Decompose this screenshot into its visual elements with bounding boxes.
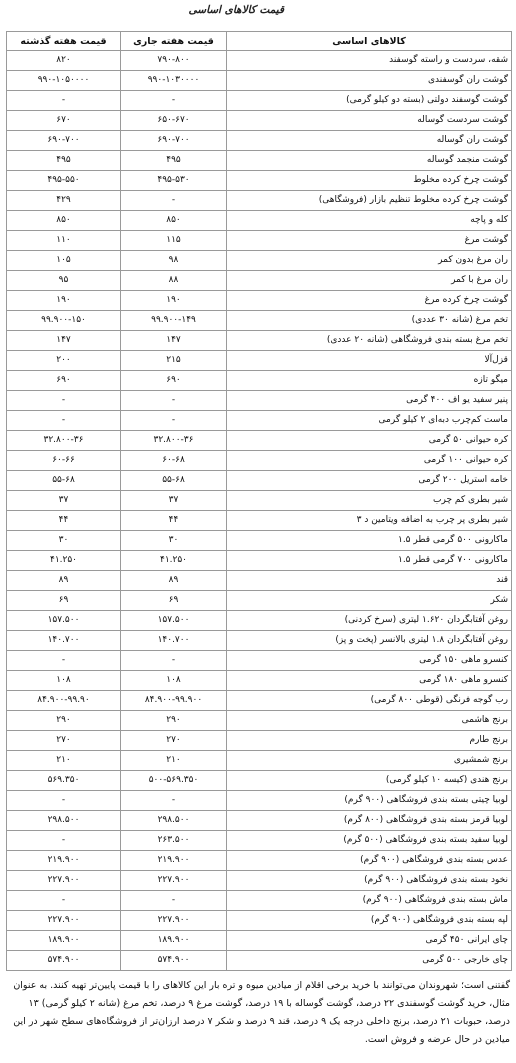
cell-current-price: - <box>121 391 227 411</box>
cell-item-name: گوشت سردست گوساله <box>227 111 512 131</box>
table-row <box>7 71 512 91</box>
table-row <box>7 51 512 71</box>
cell-previous-price: ۲۷۰ <box>7 731 121 751</box>
cell-item-name: کره حیوانی ۵۰ گرمی <box>227 431 512 451</box>
cell-current-price: ۴۹۵ <box>121 151 227 171</box>
table-row <box>7 391 512 411</box>
cell-item-name: تخم مرغ (شانه ۳۰ عددی) <box>227 311 512 331</box>
cell-previous-price: ۴۹۵ <box>7 151 121 171</box>
cell-item-name: گوشت مرغ <box>227 231 512 251</box>
cell-item-name: کنسرو ماهی ۱۸۰ گرمی <box>227 671 512 691</box>
cell-previous-price: ۱۹۰ <box>7 291 121 311</box>
cell-current-price: ۵۷۴.۹۰۰ <box>121 951 227 971</box>
cell-item-name: گوشت گوسفند دولتی (بسته دو کیلو گرمی) <box>227 91 512 111</box>
table-row <box>7 171 512 191</box>
cell-previous-price: - <box>7 91 121 111</box>
cell-item-name: برنج هندی (کیسه ۱۰ کیلو گرمی) <box>227 771 512 791</box>
cell-item-name: ران مرغ بدون کمر <box>227 251 512 271</box>
cell-current-price: ۴۴ <box>121 511 227 531</box>
table-row <box>7 691 512 711</box>
table-row <box>7 711 512 731</box>
cell-previous-price: ۲۱۹.۹۰۰ <box>7 851 121 871</box>
cell-item-name: قزل‌آلا <box>227 351 512 371</box>
table-row <box>7 551 512 571</box>
cell-current-price: ۶۰-۶۸ <box>121 451 227 471</box>
table-row <box>7 451 512 471</box>
table-row <box>7 831 512 851</box>
table-row <box>7 431 512 451</box>
cell-item-name: برنج هاشمی <box>227 711 512 731</box>
table-row <box>7 131 512 151</box>
cell-item-name: لوبیا سفید بسته بندی فروشگاهی (۵۰۰ گرم) <box>227 831 512 851</box>
cell-previous-price: ۱۱۰ <box>7 231 121 251</box>
cell-item-name: گوشت منجمد گوساله <box>227 151 512 171</box>
cell-current-price: ۲۱۵ <box>121 351 227 371</box>
table-row <box>7 611 512 631</box>
table-row <box>7 651 512 671</box>
cell-previous-price: ۹۹.۹۰۰-۱۵۰ <box>7 311 121 331</box>
cell-current-price: ۹۹.۹۰۰-۱۴۹ <box>121 311 227 331</box>
cell-item-name: شیر بطری پر چرب به اضافه ویتامین د ۳ <box>227 511 512 531</box>
cell-current-price: ۲۲۷.۹۰۰ <box>121 911 227 931</box>
cell-item-name: ماست کم‌چرب دبه‌ای ۲ کیلو گرمی <box>227 411 512 431</box>
cell-previous-price: ۱۰۸ <box>7 671 121 691</box>
cell-item-name: گوشت ران گوسفندی <box>227 71 512 91</box>
table-row <box>7 211 512 231</box>
table-row <box>7 231 512 251</box>
table-row <box>7 531 512 551</box>
cell-previous-price: ۴۲۹ <box>7 191 121 211</box>
cell-previous-price: ۲۱۰ <box>7 751 121 771</box>
table-row <box>7 351 512 371</box>
cell-current-price: - <box>121 191 227 211</box>
table-row <box>7 771 512 791</box>
table-row <box>7 731 512 751</box>
cell-previous-price: ۲۹۰ <box>7 711 121 731</box>
cell-previous-price: ۴۹۵-۵۵۰ <box>7 171 121 191</box>
cell-item-name: رب گوجه فرنگی (قوطی ۸۰۰ گرمی) <box>227 691 512 711</box>
cell-previous-price: ۸۴.۹۰۰-۹۹.۹۰ <box>7 691 121 711</box>
cell-item-name: شکر <box>227 591 512 611</box>
cell-previous-price: ۵۵-۶۸ <box>7 471 121 491</box>
cell-item-name: پنیر سفید یو اف ۴۰۰ گرمی <box>227 391 512 411</box>
cell-item-name: لوبیا قرمز بسته بندی فروشگاهی (۸۰۰ گرم) <box>227 811 512 831</box>
cell-current-price: ۲۹۸.۵۰۰ <box>121 811 227 831</box>
table-row <box>7 491 512 511</box>
cell-item-name: کره حیوانی ۱۰۰ گرمی <box>227 451 512 471</box>
cell-previous-price: ۱۸۹.۹۰۰ <box>7 931 121 951</box>
cell-current-price: ۲۲۷.۹۰۰ <box>121 871 227 891</box>
page-title: قیمت کالاهای اساسی <box>188 4 284 16</box>
table-row <box>7 91 512 111</box>
cell-current-price: ۳۷ <box>121 491 227 511</box>
cell-item-name: تخم مرغ بسته بندی فروشگاهی (شانه ۲۰ عددی) <box>227 331 512 351</box>
cell-previous-price: ۱۰۵ <box>7 251 121 271</box>
cell-item-name: شیر بطری کم چرب <box>227 491 512 511</box>
cell-previous-price: ۱۴۷ <box>7 331 121 351</box>
cell-item-name: لوبیا چیتی بسته بندی فروشگاهی (۹۰۰ گرم) <box>227 791 512 811</box>
cell-current-price: ۹۸ <box>121 251 227 271</box>
header-name: کالاهای اساسی <box>227 32 512 51</box>
cell-previous-price: - <box>7 891 121 911</box>
cell-current-price: - <box>121 411 227 431</box>
cell-item-name: عدس بسته بندی فروشگاهی (۹۰۰ گرم) <box>227 851 512 871</box>
cell-current-price: ۵۰۰-۵۶۹.۳۵۰ <box>121 771 227 791</box>
cell-current-price: ۱۸۹.۹۰۰ <box>121 931 227 951</box>
table-row <box>7 951 512 971</box>
cell-current-price: ۸۴.۹۰۰-۹۹.۹۰۰ <box>121 691 227 711</box>
header-previous-week: قیمت هفته گذشته <box>7 32 121 51</box>
cell-item-name: کله و پاچه <box>227 211 512 231</box>
cell-current-price: - <box>121 651 227 671</box>
table-header-row <box>7 32 512 51</box>
table-row <box>7 111 512 131</box>
table-row <box>7 671 512 691</box>
cell-previous-price: ۳۲.۸۰۰-۳۶ <box>7 431 121 451</box>
cell-current-price: ۱۹۰ <box>121 291 227 311</box>
cell-current-price: ۸۸ <box>121 271 227 291</box>
cell-current-price: - <box>121 891 227 911</box>
cell-previous-price: ۳۷ <box>7 491 121 511</box>
table-row <box>7 151 512 171</box>
cell-previous-price: ۴۴ <box>7 511 121 531</box>
table-row <box>7 331 512 351</box>
table-row <box>7 191 512 211</box>
cell-current-price: ۱۴۷ <box>121 331 227 351</box>
cell-previous-price: ۴۱.۲۵۰ <box>7 551 121 571</box>
cell-current-price: ۸۵۰ <box>121 211 227 231</box>
cell-item-name: چای ایرانی ۴۵۰ گرمی <box>227 931 512 951</box>
cell-previous-price: ۶۰-۶۶ <box>7 451 121 471</box>
cell-item-name: روغن آفتابگردان ۱.۶۲۰ لیتری (سرخ کردنی) <box>227 611 512 631</box>
cell-previous-price: - <box>7 411 121 431</box>
cell-previous-price: - <box>7 651 121 671</box>
cell-previous-price: ۲۰۰ <box>7 351 121 371</box>
cell-previous-price: ۲۹۸.۵۰۰ <box>7 811 121 831</box>
cell-item-name: نخود بسته بندی فروشگاهی (۹۰۰ گرم) <box>227 871 512 891</box>
cell-previous-price: ۹۹۰-۱۰۵۰۰۰۰ <box>7 71 121 91</box>
cell-current-price: ۳۰ <box>121 531 227 551</box>
cell-current-price: - <box>121 91 227 111</box>
cell-current-price: ۲۱۹.۹۰۰ <box>121 851 227 871</box>
cell-current-price: ۲۶۳.۵۰۰ <box>121 831 227 851</box>
cell-previous-price: - <box>7 391 121 411</box>
table-row <box>7 591 512 611</box>
cell-current-price: ۱۴۰.۷۰۰ <box>121 631 227 651</box>
table-row <box>7 751 512 771</box>
cell-previous-price: ۸۹ <box>7 571 121 591</box>
cell-item-name: گوشت چرخ کرده مخلوط <box>227 171 512 191</box>
prices-table <box>6 31 512 971</box>
cell-item-name: قند <box>227 571 512 591</box>
cell-previous-price: ۸۲۰ <box>7 51 121 71</box>
cell-item-name: برنج شمشیری <box>227 751 512 771</box>
cell-current-price: ۱۱۵ <box>121 231 227 251</box>
table-row <box>7 631 512 651</box>
table-row <box>7 811 512 831</box>
header-current-week: قیمت هفته جاری <box>121 32 227 51</box>
cell-current-price: ۹۹۰-۱۰۳۰۰۰۰ <box>121 71 227 91</box>
cell-previous-price: ۵۶۹.۳۵۰ <box>7 771 121 791</box>
cell-item-name: گوشت چرخ کرده مرغ <box>227 291 512 311</box>
cell-previous-price: - <box>7 791 121 811</box>
cell-current-price: ۶۹۰-۷۰۰ <box>121 131 227 151</box>
cell-item-name: ران مرغ با کمر <box>227 271 512 291</box>
cell-current-price: ۷۹۰-۸۰۰ <box>121 51 227 71</box>
footnote: گفتنی است؛ شهروندان می‌توانند با خرید برخی اقلام از میادین میوه و تره بار این کالاهای را با قیمت پایین‌تر تهیه کنند. به عنوان مثال، خرید گوشت گوسفندی ۲۲ درصد، گوشت گوساله با ۱۹ درصد، گوشت مرغ ۹ درصد، تخم مرغ (شانه ۲ کیلو گرمی) ۱۳ درصد، حبوبات ۲۱ درصد، برنج داخلی درجه یک ۹ درصد، قند ۹ درصد و شکر ۷ درصد ارزان‌تر از فروشگاه‌های سطح شهر در این میادین در حال عرضه و فروش است. <box>13 980 510 1045</box>
cell-item-name: ماش بسته بندی فروشگاهی (۹۰۰ گرم) <box>227 891 512 911</box>
cell-previous-price: ۶۹۰ <box>7 371 121 391</box>
cell-item-name: روغن آفتابگردان ۱.۸ لیتری بالانسر (پخت و پز) <box>227 631 512 651</box>
cell-current-price: ۴۱.۲۵۰ <box>121 551 227 571</box>
table-row <box>7 411 512 431</box>
table-row <box>7 311 512 331</box>
table-row <box>7 271 512 291</box>
cell-previous-price: ۹۵ <box>7 271 121 291</box>
cell-item-name: خامه استریل ۲۰۰ گرمی <box>227 471 512 491</box>
cell-current-price: ۶۹۰ <box>121 371 227 391</box>
table-row <box>7 251 512 271</box>
table-row <box>7 911 512 931</box>
cell-current-price: ۶۵۰-۶۷۰ <box>121 111 227 131</box>
cell-current-price: ۱۵۷.۵۰۰ <box>121 611 227 631</box>
cell-item-name: برنج طارم <box>227 731 512 751</box>
table-row <box>7 851 512 871</box>
cell-current-price: ۵۵-۶۸ <box>121 471 227 491</box>
cell-previous-price: ۱۴۰.۷۰۰ <box>7 631 121 651</box>
cell-current-price: - <box>121 791 227 811</box>
cell-item-name: ماکارونی ۵۰۰ گرمی قطر ۱.۵ <box>227 531 512 551</box>
table-row <box>7 871 512 891</box>
cell-current-price: ۳۲.۸۰۰-۳۶ <box>121 431 227 451</box>
cell-item-name: میگو تازه <box>227 371 512 391</box>
cell-item-name: ماکارونی ۷۰۰ گرمی قطر ۱.۵ <box>227 551 512 571</box>
cell-current-price: ۸۹ <box>121 571 227 591</box>
cell-previous-price: ۱۵۷.۵۰۰ <box>7 611 121 631</box>
table-row <box>7 471 512 491</box>
cell-previous-price: ۳۰ <box>7 531 121 551</box>
cell-previous-price: ۶۷۰ <box>7 111 121 131</box>
cell-current-price: ۲۱۰ <box>121 751 227 771</box>
cell-current-price: ۶۹ <box>121 591 227 611</box>
cell-previous-price: ۶۹ <box>7 591 121 611</box>
cell-previous-price: ۲۲۷.۹۰۰ <box>7 871 121 891</box>
table-row <box>7 791 512 811</box>
cell-previous-price: ۸۵۰ <box>7 211 121 231</box>
cell-previous-price: ۵۷۴.۹۰۰ <box>7 951 121 971</box>
cell-item-name: لپه بسته بندی فروشگاهی (۹۰۰ گرم) <box>227 911 512 931</box>
table-row <box>7 291 512 311</box>
cell-previous-price: - <box>7 831 121 851</box>
cell-item-name: گوشت ران گوساله <box>227 131 512 151</box>
cell-previous-price: ۶۹۰-۷۰۰ <box>7 131 121 151</box>
cell-previous-price: ۲۲۷.۹۰۰ <box>7 911 121 931</box>
cell-item-name: گوشت چرخ کرده مخلوط تنظیم بازار (فروشگاهی) <box>227 191 512 211</box>
table-row <box>7 931 512 951</box>
table-row <box>7 571 512 591</box>
cell-item-name: کنسرو ماهی ۱۵۰ گرمی <box>227 651 512 671</box>
cell-current-price: ۲۷۰ <box>121 731 227 751</box>
cell-current-price: ۲۹۰ <box>121 711 227 731</box>
cell-item-name: چای خارجی ۵۰۰ گرمی <box>227 951 512 971</box>
cell-current-price: ۴۹۵-۵۳۰ <box>121 171 227 191</box>
cell-current-price: ۱۰۸ <box>121 671 227 691</box>
table-row <box>7 891 512 911</box>
cell-item-name: شقه، سردست و راسته گوسفند <box>227 51 512 71</box>
table-row <box>7 371 512 391</box>
table-row <box>7 511 512 531</box>
table-body <box>7 51 512 971</box>
